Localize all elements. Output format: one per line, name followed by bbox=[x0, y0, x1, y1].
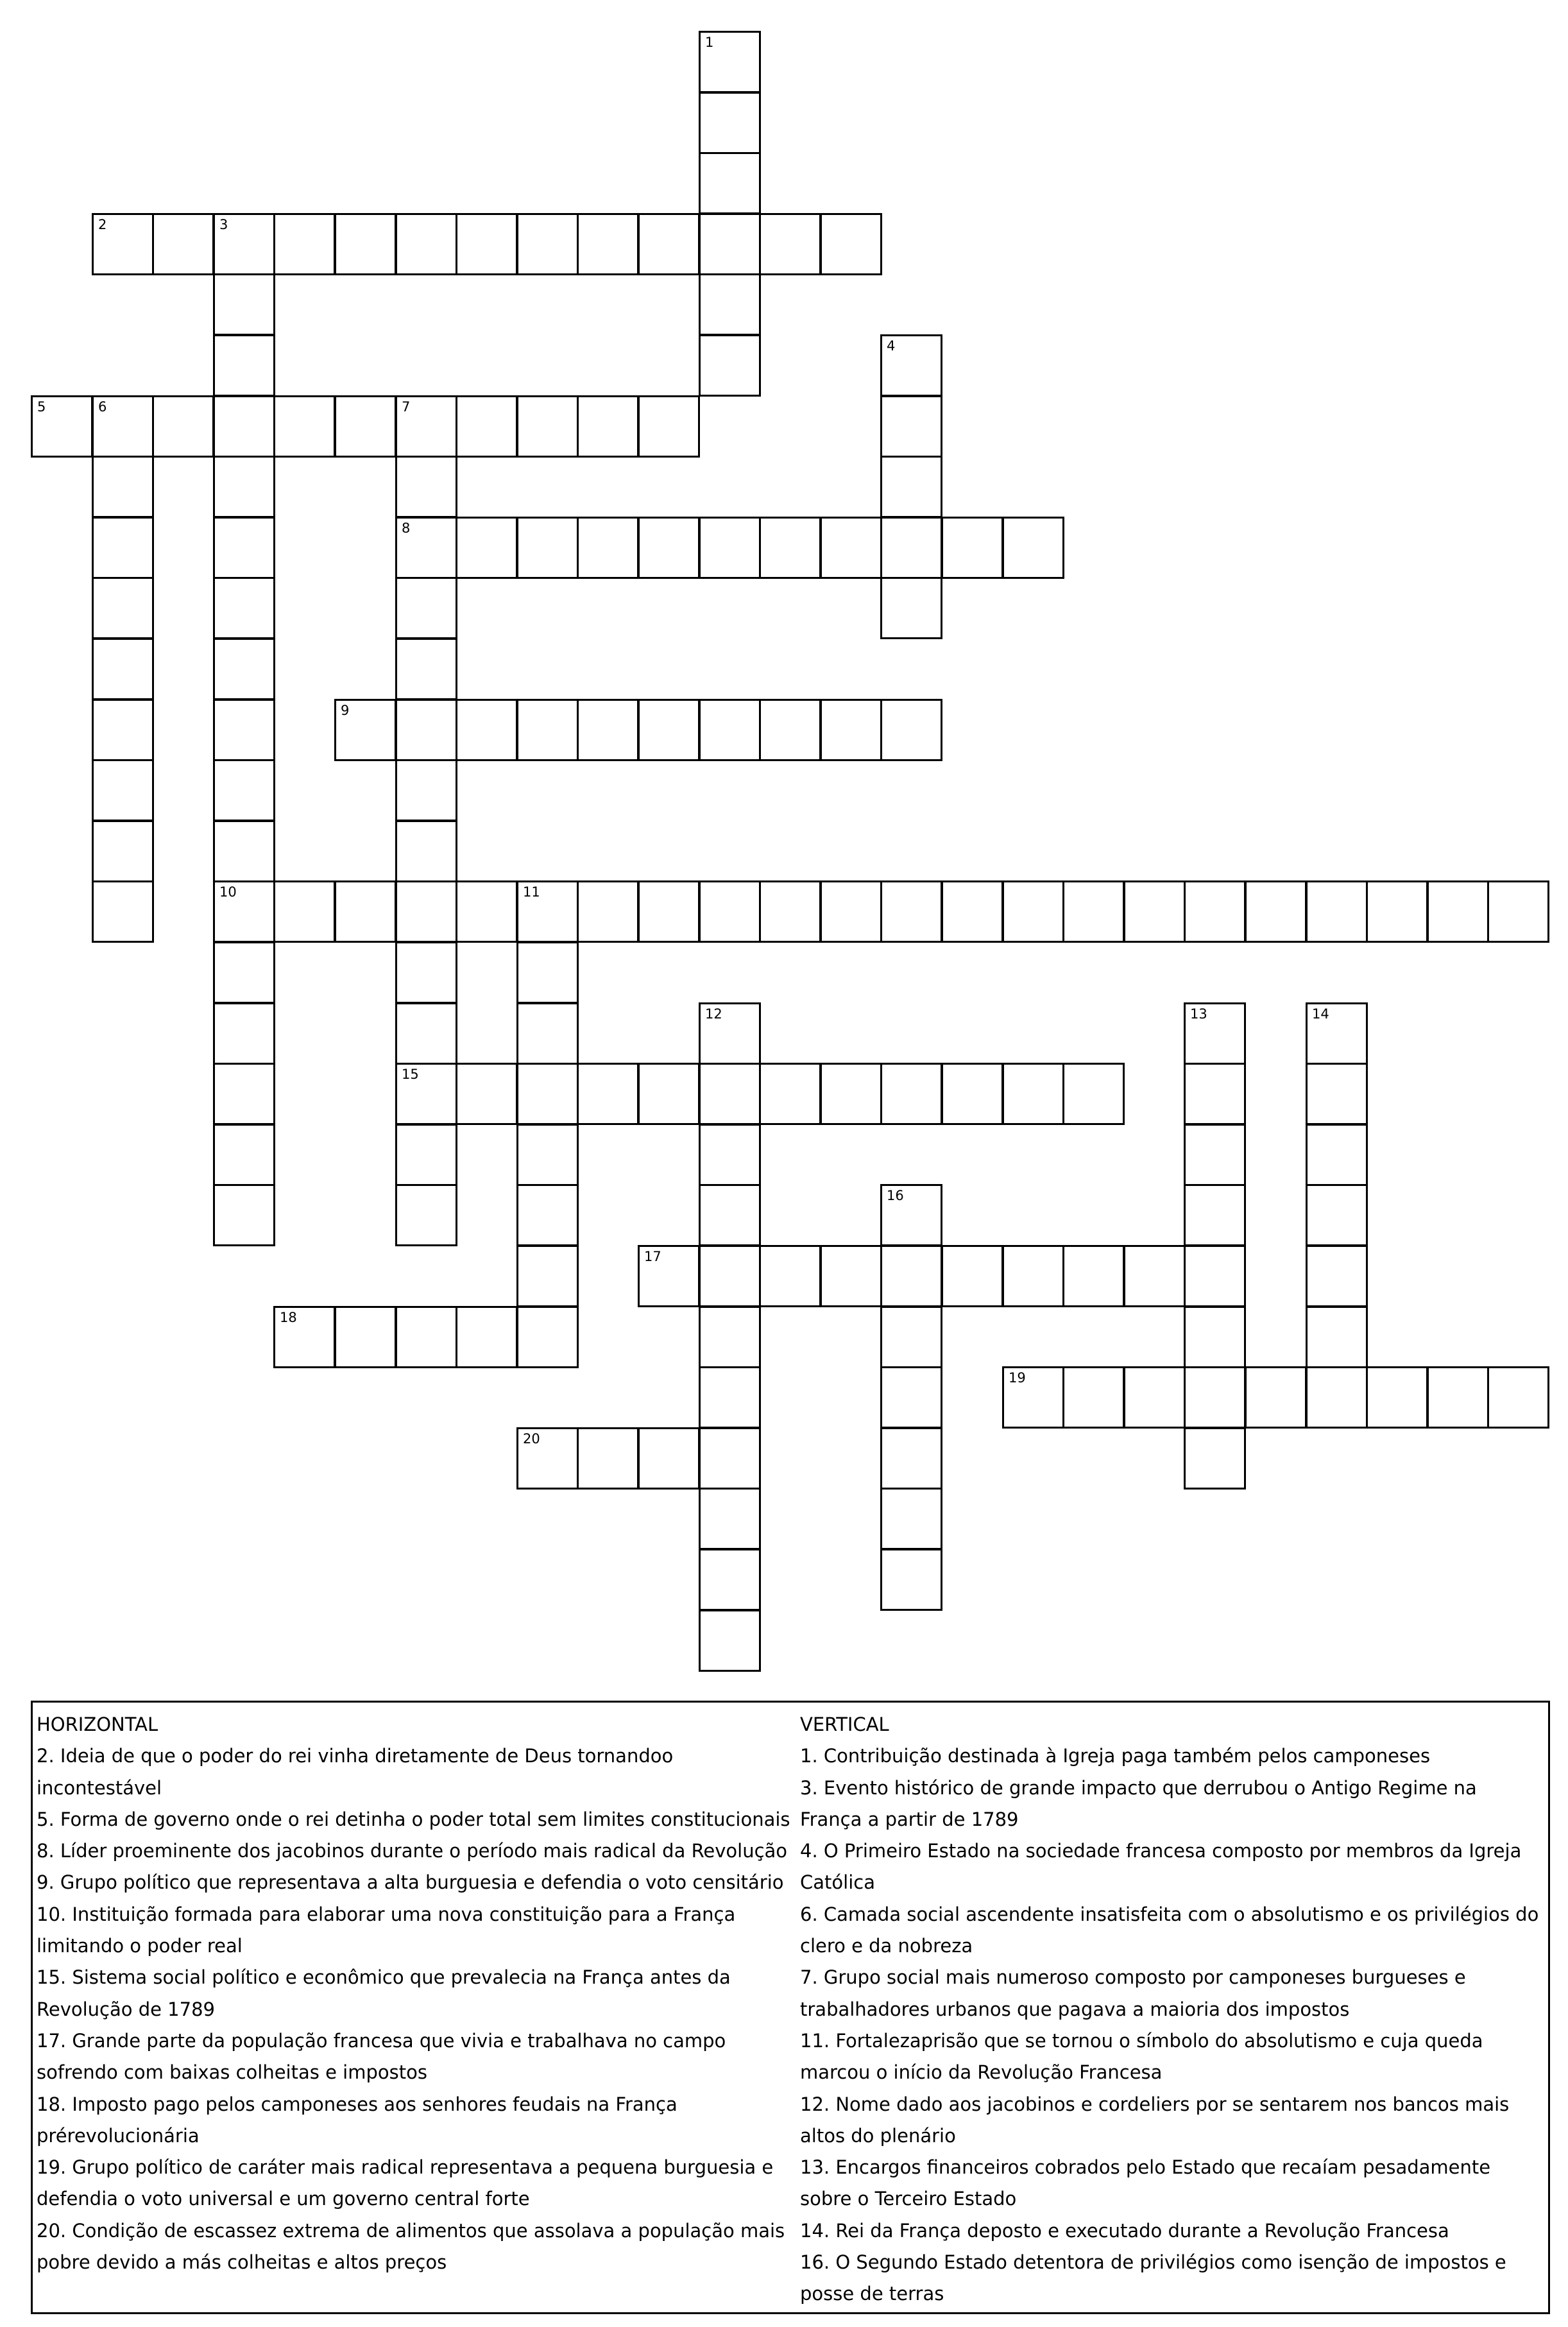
clue-number: 1 bbox=[705, 35, 714, 50]
grid-cell[interactable] bbox=[1002, 1366, 1064, 1429]
horizontal-clues bbox=[37, 1709, 800, 2278]
grid-cell[interactable] bbox=[1184, 1184, 1246, 1246]
grid-cell[interactable] bbox=[213, 759, 275, 821]
grid-cell[interactable] bbox=[1306, 1002, 1368, 1065]
grid-cell[interactable] bbox=[820, 213, 882, 275]
grid-cell[interactable] bbox=[820, 1063, 882, 1125]
grid-cell[interactable] bbox=[1184, 1366, 1246, 1429]
grid-cell[interactable] bbox=[213, 1124, 275, 1186]
clue-down-1: 1. Contribuição destinada à Igreja paga também pelos camponeses bbox=[800, 1745, 1431, 1767]
horizontal-header: HORIZONTAL bbox=[37, 1713, 158, 1735]
grid-cell[interactable] bbox=[699, 213, 761, 275]
clue-number: 4 bbox=[887, 338, 896, 354]
grid-cell[interactable] bbox=[213, 577, 275, 639]
grid-cell[interactable] bbox=[92, 699, 154, 761]
clue-number: 3 bbox=[219, 217, 228, 232]
grid-cell[interactable] bbox=[1002, 880, 1064, 943]
grid-cell[interactable] bbox=[577, 880, 639, 943]
grid-cell[interactable] bbox=[759, 1063, 821, 1125]
clue-number: 8 bbox=[402, 520, 411, 536]
grid-cell[interactable] bbox=[395, 638, 457, 700]
grid-cell[interactable] bbox=[395, 456, 457, 518]
clue-number: 16 bbox=[887, 1188, 904, 1203]
clue-number: 2 bbox=[98, 217, 107, 232]
grid-cell[interactable] bbox=[820, 517, 882, 579]
grid-cell[interactable] bbox=[1306, 1124, 1368, 1186]
grid-cell[interactable] bbox=[1306, 1366, 1368, 1429]
grid-cell[interactable] bbox=[941, 517, 1003, 579]
clue-number: 15 bbox=[402, 1067, 419, 1082]
grid-cell[interactable] bbox=[1245, 880, 1307, 943]
grid-cell[interactable] bbox=[395, 1124, 457, 1186]
grid-cell[interactable] bbox=[516, 1002, 579, 1065]
grid-cell[interactable] bbox=[699, 1245, 761, 1307]
grid-cell[interactable] bbox=[395, 395, 457, 458]
grid-cell[interactable] bbox=[1427, 1366, 1489, 1429]
grid-cell[interactable] bbox=[152, 213, 214, 275]
grid-cell[interactable] bbox=[880, 699, 942, 761]
grid-cell[interactable] bbox=[516, 517, 579, 579]
grid-cell[interactable] bbox=[699, 1184, 761, 1246]
grid-cell[interactable] bbox=[213, 334, 275, 397]
grid-cell[interactable] bbox=[92, 456, 154, 518]
grid-cell[interactable] bbox=[638, 880, 700, 943]
grid-cell[interactable] bbox=[699, 1063, 761, 1125]
grid-cell[interactable] bbox=[1306, 880, 1368, 943]
grid-cell[interactable] bbox=[699, 1427, 761, 1490]
grid-cell[interactable] bbox=[699, 1124, 761, 1186]
grid-cell[interactable] bbox=[699, 1002, 761, 1065]
grid-cell[interactable] bbox=[699, 92, 761, 154]
grid-cell[interactable] bbox=[1062, 880, 1125, 943]
clue-down-7: 7. Grupo social mais numeroso composto por camponeses burgueses e trabalhadores urbanos que pagava a maioria dos impostos bbox=[800, 1966, 1466, 2020]
grid-cell[interactable] bbox=[516, 880, 579, 943]
grid-cell[interactable] bbox=[638, 1427, 700, 1490]
grid-cell[interactable] bbox=[880, 1306, 942, 1368]
grid-cell[interactable] bbox=[880, 395, 942, 458]
grid-cell[interactable] bbox=[1427, 880, 1489, 943]
grid-cell[interactable] bbox=[577, 517, 639, 579]
grid-cell[interactable] bbox=[1123, 1366, 1186, 1429]
grid-cell[interactable] bbox=[395, 699, 457, 761]
grid-cell[interactable] bbox=[213, 820, 275, 882]
grid-cell[interactable] bbox=[759, 699, 821, 761]
grid-cell[interactable] bbox=[1184, 1124, 1246, 1186]
clue-number: 5 bbox=[37, 399, 46, 415]
grid-cell[interactable] bbox=[638, 395, 700, 458]
grid-cell[interactable] bbox=[92, 638, 154, 700]
grid-cell[interactable] bbox=[213, 880, 275, 943]
grid-cell[interactable] bbox=[699, 152, 761, 214]
grid-cell[interactable] bbox=[92, 577, 154, 639]
grid-cell[interactable] bbox=[516, 213, 579, 275]
clue-across-18: 18. Imposto pago pelos camponeses aos senhores feudais na França prérevolucionária bbox=[37, 2093, 677, 2147]
clue-number: 7 bbox=[402, 399, 411, 415]
grid-cell[interactable] bbox=[699, 517, 761, 579]
grid-cell[interactable] bbox=[1184, 1306, 1246, 1368]
grid-cell[interactable] bbox=[699, 699, 761, 761]
grid-cell[interactable] bbox=[1062, 1366, 1125, 1429]
grid-cell[interactable] bbox=[213, 699, 275, 761]
grid-cell[interactable] bbox=[759, 213, 821, 275]
clue-across-2: 2. Ideia de que o poder do rei vinha diretamente de Deus tornandoo incontestável bbox=[37, 1745, 674, 1799]
grid-cell[interactable] bbox=[1366, 1366, 1428, 1429]
grid-cell[interactable] bbox=[273, 213, 336, 275]
grid-cell[interactable] bbox=[516, 941, 579, 1004]
grid-cell[interactable] bbox=[1123, 880, 1186, 943]
clue-down-11: 11. Fortalezaprisão que se tornou o símbolo do absolutismo e cuja queda marcou o início da Revolução Francesa bbox=[800, 2029, 1483, 2084]
grid-cell[interactable] bbox=[1062, 1245, 1125, 1307]
grid-cell[interactable] bbox=[638, 699, 700, 761]
grid-cell[interactable] bbox=[273, 880, 336, 943]
grid-cell[interactable] bbox=[1062, 1063, 1125, 1125]
clue-down-4: 4. O Primeiro Estado na sociedade francesa composto por membros da Igreja Católica bbox=[800, 1840, 1522, 1894]
grid-cell[interactable] bbox=[395, 1184, 457, 1246]
grid-cell[interactable] bbox=[516, 1184, 579, 1246]
grid-cell[interactable] bbox=[456, 1306, 518, 1368]
grid-cell[interactable] bbox=[456, 880, 518, 943]
grid-cell[interactable] bbox=[1184, 880, 1246, 943]
grid-cell[interactable] bbox=[395, 941, 457, 1004]
grid-cell[interactable] bbox=[577, 699, 639, 761]
grid-cell[interactable] bbox=[880, 1427, 942, 1490]
grid-cell[interactable] bbox=[516, 1245, 579, 1307]
grid-cell[interactable] bbox=[395, 1306, 457, 1368]
grid-cell[interactable] bbox=[516, 395, 579, 458]
grid-cell[interactable] bbox=[941, 880, 1003, 943]
grid-cell[interactable] bbox=[880, 456, 942, 518]
clue-number: 6 bbox=[98, 399, 107, 415]
grid-cell[interactable] bbox=[699, 1610, 761, 1672]
grid-cell[interactable] bbox=[1002, 517, 1064, 579]
grid-cell[interactable] bbox=[577, 1427, 639, 1490]
grid-cell[interactable] bbox=[213, 395, 275, 458]
grid-cell[interactable] bbox=[820, 699, 882, 761]
grid-cell[interactable] bbox=[395, 517, 457, 579]
clue-down-16: 16. O Segundo Estado detentora de privilégios como isenção de impostos e posse de terras bbox=[800, 2251, 1506, 2305]
grid-cell[interactable] bbox=[820, 1245, 882, 1307]
grid-cell[interactable] bbox=[456, 699, 518, 761]
grid-cell[interactable] bbox=[880, 1245, 942, 1307]
grid-cell[interactable] bbox=[1184, 1427, 1246, 1490]
grid-cell[interactable] bbox=[1002, 1063, 1064, 1125]
clue-across-15: 15. Sistema social político e econômico que prevalecia na França antes da Revolução de 1789 bbox=[37, 1966, 731, 2020]
grid-cell[interactable] bbox=[213, 1063, 275, 1125]
grid-cell[interactable] bbox=[638, 1063, 700, 1125]
grid-cell[interactable] bbox=[516, 699, 579, 761]
grid-cell[interactable] bbox=[213, 517, 275, 579]
clue-across-9: 9. Grupo político que representava a alta burguesia e defendia o voto censitário bbox=[37, 1871, 784, 1894]
clue-number: 10 bbox=[219, 884, 237, 900]
grid-cell[interactable] bbox=[699, 880, 761, 943]
grid-cell[interactable] bbox=[395, 759, 457, 821]
grid-cell[interactable] bbox=[1184, 1063, 1246, 1125]
grid-cell[interactable] bbox=[213, 941, 275, 1004]
clue-across-20: 20. Condição de escassez extrema de alimentos que assolava a população mais pobre devido a más colheitas e altos preços bbox=[37, 2219, 785, 2274]
grid-cell[interactable] bbox=[1487, 880, 1549, 943]
clue-across-17: 17. Grande parte da população francesa que vivia e trabalhava no campo sofrendo com baixas colheitas e impostos bbox=[37, 2029, 726, 2084]
vertical-clues bbox=[800, 1709, 1544, 2310]
grid-cell[interactable] bbox=[880, 880, 942, 943]
grid-cell[interactable] bbox=[759, 517, 821, 579]
grid-cell[interactable] bbox=[456, 1063, 518, 1125]
clue-across-5: 5. Forma de governo onde o rei detinha o poder total sem limites constitucionais bbox=[37, 1808, 790, 1830]
grid-cell[interactable] bbox=[880, 1488, 942, 1550]
clue-number: 19 bbox=[1009, 1370, 1026, 1386]
grid-cell[interactable] bbox=[92, 759, 154, 821]
grid-cell[interactable] bbox=[516, 1063, 579, 1125]
grid-cell[interactable] bbox=[699, 1488, 761, 1550]
grid-cell[interactable] bbox=[1002, 1245, 1064, 1307]
clue-number: 11 bbox=[523, 884, 540, 900]
clue-down-12: 12. Nome dado aos jacobinos e cordeliers por se sentarem nos bancos mais altos do plenário bbox=[800, 2093, 1510, 2147]
clue-across-10: 10. Instituição formada para elaborar uma nova constituição para a França limitando o poder real bbox=[37, 1903, 736, 1957]
grid-cell[interactable] bbox=[1487, 1366, 1549, 1429]
grid-cell[interactable] bbox=[395, 577, 457, 639]
grid-cell[interactable] bbox=[92, 213, 154, 275]
grid-cell[interactable] bbox=[213, 1002, 275, 1065]
grid-cell[interactable] bbox=[273, 1306, 336, 1368]
grid-cell[interactable] bbox=[759, 1245, 821, 1307]
clue-across-8: 8. Líder proeminente dos jacobinos durante o período mais radical da Revolução bbox=[37, 1840, 788, 1862]
grid-cell[interactable] bbox=[880, 517, 942, 579]
grid-cell[interactable] bbox=[213, 456, 275, 518]
grid-cell[interactable] bbox=[1306, 1245, 1368, 1307]
grid-cell[interactable] bbox=[273, 395, 336, 458]
grid-cell[interactable] bbox=[880, 1366, 942, 1429]
clue-number: 14 bbox=[1312, 1006, 1329, 1022]
grid-cell[interactable] bbox=[638, 1245, 700, 1307]
grid-cell[interactable] bbox=[395, 213, 457, 275]
clue-number: 20 bbox=[523, 1431, 540, 1447]
grid-cell[interactable] bbox=[334, 699, 396, 761]
grid-cell[interactable] bbox=[1366, 880, 1428, 943]
clue-number: 13 bbox=[1190, 1006, 1207, 1022]
clue-down-13: 13. Encargos financeiros cobrados pelo Estado que recaíam pesadamente sobre o Terceiro Estado bbox=[800, 2156, 1491, 2210]
grid-cell[interactable] bbox=[699, 334, 761, 397]
grid-cell[interactable] bbox=[213, 638, 275, 700]
grid-cell[interactable] bbox=[577, 1063, 639, 1125]
grid-cell[interactable] bbox=[699, 1549, 761, 1611]
grid-cell[interactable] bbox=[759, 880, 821, 943]
grid-cell[interactable] bbox=[941, 1063, 1003, 1125]
grid-cell[interactable] bbox=[92, 820, 154, 882]
grid-cell[interactable] bbox=[1123, 1245, 1186, 1307]
grid-cell[interactable] bbox=[334, 1306, 396, 1368]
grid-cell[interactable] bbox=[577, 395, 639, 458]
grid-cell[interactable] bbox=[880, 1549, 942, 1611]
clue-down-14: 14. Rei da França deposto e executado durante a Revolução Francesa bbox=[800, 2219, 1449, 2242]
grid-cell[interactable] bbox=[577, 213, 639, 275]
grid-cell[interactable] bbox=[880, 577, 942, 639]
grid-cell[interactable] bbox=[1245, 1366, 1307, 1429]
grid-cell[interactable] bbox=[395, 1002, 457, 1065]
grid-cell[interactable] bbox=[699, 1306, 761, 1368]
grid-cell[interactable] bbox=[334, 395, 396, 458]
clue-number: 18 bbox=[280, 1310, 297, 1325]
grid-cell[interactable] bbox=[334, 880, 396, 943]
grid-cell[interactable] bbox=[638, 213, 700, 275]
grid-cell[interactable] bbox=[880, 1184, 942, 1246]
grid-cell[interactable] bbox=[516, 1306, 579, 1368]
grid-cell[interactable] bbox=[456, 395, 518, 458]
grid-cell[interactable] bbox=[92, 880, 154, 943]
grid-cell[interactable] bbox=[699, 1366, 761, 1429]
grid-cell[interactable] bbox=[516, 1124, 579, 1186]
clue-number: 12 bbox=[705, 1006, 722, 1022]
grid-cell[interactable] bbox=[456, 517, 518, 579]
grid-cell[interactable] bbox=[820, 880, 882, 943]
grid-cell[interactable] bbox=[395, 820, 457, 882]
grid-cell[interactable] bbox=[1306, 1063, 1368, 1125]
grid-cell[interactable] bbox=[152, 395, 214, 458]
grid-cell[interactable] bbox=[213, 273, 275, 336]
clue-box bbox=[31, 1701, 1550, 2314]
grid-cell[interactable] bbox=[516, 1427, 579, 1490]
grid-cell[interactable] bbox=[1184, 1245, 1246, 1307]
vertical-header: VERTICAL bbox=[800, 1713, 889, 1735]
grid-cell[interactable] bbox=[880, 1063, 942, 1125]
clue-down-3: 3. Evento histórico de grande impacto que derrubou o Antigo Regime na França a partir de 1789 bbox=[800, 1776, 1477, 1830]
grid-cell[interactable] bbox=[334, 213, 396, 275]
grid-cell[interactable] bbox=[92, 517, 154, 579]
grid-cell[interactable] bbox=[941, 1245, 1003, 1307]
grid-cell[interactable] bbox=[395, 880, 457, 943]
clue-number: 9 bbox=[341, 703, 350, 718]
grid-cell[interactable] bbox=[213, 213, 275, 275]
grid-cell[interactable] bbox=[31, 395, 93, 458]
grid-cell[interactable] bbox=[213, 1184, 275, 1246]
grid-cell[interactable] bbox=[699, 31, 761, 93]
grid-cell[interactable] bbox=[395, 1063, 457, 1125]
clue-across-19: 19. Grupo político de caráter mais radical representava a pequena burguesia e defendia o voto universal e um governo central forte bbox=[37, 2156, 774, 2210]
grid-cell[interactable] bbox=[1306, 1184, 1368, 1246]
grid-cell[interactable] bbox=[1184, 1002, 1246, 1065]
grid-cell[interactable] bbox=[92, 395, 154, 458]
grid-cell[interactable] bbox=[638, 517, 700, 579]
grid-cell[interactable] bbox=[456, 213, 518, 275]
clue-number: 17 bbox=[644, 1249, 661, 1264]
grid-cell[interactable] bbox=[699, 273, 761, 336]
clue-down-6: 6. Camada social ascendente insatisfeita com o absolutismo e os privilégios do clero e da nobreza bbox=[800, 1903, 1539, 1957]
grid-cell[interactable] bbox=[1306, 1306, 1368, 1368]
grid-cell[interactable] bbox=[880, 334, 942, 397]
